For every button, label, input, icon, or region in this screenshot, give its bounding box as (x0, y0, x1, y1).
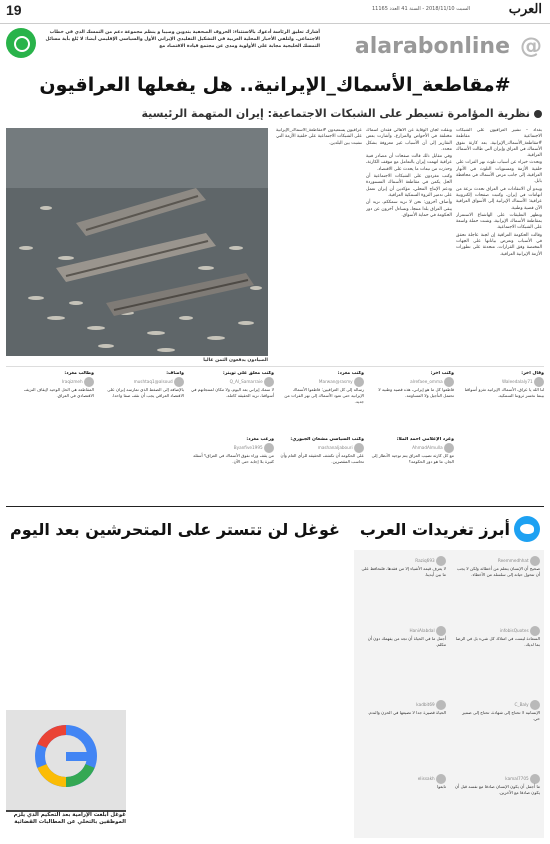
tweet-handle[interactable]: C_Baly (514, 702, 529, 707)
paragraph: وكتب مغردون على الشبكات الاجتماعية أن الحل يكمن في مقاطعة الأسماك المستوردة ودعم الإنتاج المحلي، مؤكدين أن إيران تعمل على تدمير الثروة السمكية العراقية. (366, 174, 452, 198)
tweet-handle[interactable]: Q_Al_Samarraie (229, 379, 263, 384)
avatar (530, 626, 540, 636)
paragraph: بغداد – تشير العراقيون على الشبكات الاجتماعية مقاطعة #مقاطعة_الأسماك_الإيرانية، بعد كارثة نفوق الأسماك في العراق وإيران التي طالت الأسماك العراقية. (456, 128, 542, 159)
tweet-intro: وغرد الإعلامي أحمد الملا: (396, 437, 454, 442)
photo-illustration (6, 128, 268, 356)
tweet-intro: وقال آخر: (521, 371, 544, 376)
avatar (264, 377, 274, 387)
tweet-handle[interactable]: kamal7705 (505, 776, 529, 781)
tweet-text: من يقف وراء نفوق الأسماك في العراق؟ أسئلة كثيرة بلا إجابة حتى الآن. (193, 453, 274, 464)
paragraph: ونقلت لجان الوقاية عن الأهالي فقدان أسماك مختلفة في الأحواض والمزارع، وأشارت بعض التقارير إلى أن الأسباب غير معروفة بشكل محدد. (366, 128, 452, 152)
tweet-item (360, 556, 446, 578)
avatar (530, 700, 540, 710)
tweet-grid (6, 366, 544, 504)
tweet-text: السعادة ليست في امتلاك كل شيء بل في الرضا بما لديك. (455, 636, 540, 647)
tweet-card (8, 371, 94, 433)
paragraph: وفي مقابل ذلك قالت صفحات أن مصادر فنية عراقية اتهمت إيران بالتعامل مع موقف الكارثة، وحذرت من تبعات ما يحدث على الاقتصاد. (366, 154, 452, 172)
tweet-card (370, 437, 454, 501)
at-icon: @ (520, 34, 542, 59)
tweet-text: الحياة قصيرة جدا لا تضيعها في الحزن والندم. (367, 710, 446, 715)
subheadline (8, 107, 542, 120)
tweet-handle[interactable]: Marwan@rasmy (318, 379, 353, 384)
tweet-item (454, 556, 540, 578)
paragraph: عراقيون يستعيدون #مقاطعة_الأسماك_الإيرانية على الشبكات الاجتماعية على خلفية الأزمة التي نشبت بين البلدين. (276, 128, 362, 146)
tweet-handle[interactable]: mashanaljabouri (317, 445, 353, 450)
avatar (264, 443, 274, 453)
avatar (354, 443, 364, 453)
tweet-intro: وطالب مغرد: (64, 371, 94, 376)
paragraph: ويبدو أن الانتقادات في العراق تحدث نزعة من اتهامات في إيران، وكتبت صفحات إلكترونية عراقية: الأسماك الإيرانية إلى الأسواق العراقية الآن قضية وطنية. (456, 186, 542, 211)
tweet-card (280, 371, 364, 433)
tweet-item (360, 700, 446, 716)
tweet-text: لنا الله يا عراق، الأسماك الإيرانية تغزو أسواقنا بينما نخسر ثروتنا السمكية. (464, 387, 544, 398)
google-logo-illustration (6, 710, 126, 810)
tweet-card (370, 371, 454, 433)
tweet-handle[interactable]: mushtaq1@alsoud (133, 379, 173, 384)
tweet-card (190, 437, 274, 501)
tweet-item (454, 774, 540, 796)
masthead-logo: العرب (508, 2, 542, 17)
whatsapp-icon (6, 28, 36, 58)
whatsapp-box (6, 28, 321, 58)
tweet-handle[interactable]: infobisQuotes (499, 628, 529, 633)
tweet-card (190, 371, 274, 433)
avatar (530, 556, 540, 566)
page-header (0, 0, 550, 24)
tweet-intro: وأضاف: (166, 371, 184, 376)
avatar (436, 774, 446, 784)
tweet-card (100, 371, 184, 433)
tweet-text: أجمل ما في الحياة أن تجد من يفهمك دون أن تتكلم. (367, 636, 446, 647)
issue-line: السبت 2018/11/10 - السنة 41 العدد 11165 (372, 6, 470, 12)
tweet-handle[interactable]: kadbit69 (416, 702, 435, 707)
tweet-handle[interactable]: HaniAlabdal (409, 628, 435, 633)
bullet-icon (534, 110, 542, 118)
paragraph: وقالت الحكومة العراقية إن لجنة عاجلة تحقق في الأسباب وتعرض بياناتها على الجهات المختصة وفق القرارات، متحدثة على تطورات الأزمة الإيرانية العراقية. (456, 232, 542, 257)
paragraph: وتظهر التعليقات على الهاشتاغ الاستمرار بمقاطعة الأسماك الإيرانية، وشنت حملة واسعة على الشبكات الاجتماعية. (456, 212, 542, 231)
tweet-handle[interactable]: elissakh (417, 776, 435, 781)
page-number: 19 (6, 2, 22, 18)
avatar (436, 700, 446, 710)
avatar (174, 377, 184, 387)
tweet-text: لا سمك إيراني بعد اليوم، ولا مكان لمنتجاتهم في أسواقنا، نريد الحقيقة كاملة. (190, 387, 274, 398)
avatar (436, 626, 446, 636)
tweet-intro: وكتب مغرد: (337, 371, 364, 376)
avatar (436, 556, 446, 566)
site-handle: alarabonline (354, 34, 510, 59)
tweets-section-title: أبرز تغريدات العرب (359, 520, 510, 539)
tweet-handle[interactable]: Reemmedhhat (497, 558, 529, 563)
tweet-text: المقاطعة هي الحل الوحيد لإيقاف النزيف الاقتصادي في العراق. (24, 387, 94, 398)
tweet-text: مع كل كارثة تصيب العراق يتم توجيه الأنظار إلى الجار، ما هو دور الحكومة؟ (371, 453, 454, 464)
article-column-middle (366, 128, 452, 362)
google-photo-caption: غوغل أبلغت الإرامية بعد التحكيم الذي يلزم الموظفين بالتخلي عن المطالبات القضائية (13, 812, 126, 825)
tweet-intro: وكتب آخر: (430, 371, 454, 376)
tweet-handle[interactable]: alrefaee_omma (410, 379, 443, 384)
subheadline-text: نظرية المؤامرة تسيطر على الشبكات الاجتماعية: إيران المتهمة الرئيسية (141, 107, 530, 120)
tweet-text: رسالة إلى كل العراقيين: قاطعوا الأسماك الإيرانية حتى تعود الأسماك إلى نهر الفرات من جديد. (284, 387, 364, 404)
tweet-card (280, 437, 364, 501)
tweet-intro: ورغب مغرد: (246, 437, 274, 442)
tweet-text: قاطعوا كل ما هو إيراني، هذه قضية وطنية لا تحتمل التأجيل ولا المساومة. (378, 387, 454, 398)
whatsapp-text: أشارك تعليق الرئاسة أدعوك بالاستثناء: الحروف الصحفية بتدوين وصيبا و ينظم مجموعة دعم من التمسك الذي في خطاب الاجتماعي. ولتلقي الأخبار المحلية العربية في التشكيل التقليدي الإيراني الأول والسياسي الإقليمي أيضا: لا بُلغ بأية مسائل التمسك الخليجية مجابة على الأولوية ومدى عن مجتمع قيادة الاقتصاد مع (45, 30, 320, 49)
tweets-panel (354, 550, 544, 838)
tweet-handle[interactable]: Raziq693 (415, 558, 435, 563)
tweet-text: الإنسانية لا تحتاج إلى شهادة، تحتاج إلى ضمير حي. (462, 710, 540, 721)
tweet-handle[interactable]: Byanfive1995 (233, 445, 263, 450)
tweet-handle[interactable]: Waleedalaly71 (501, 379, 533, 384)
tweet-handle[interactable]: AhmadAlmulla (412, 445, 443, 450)
tweet-item (360, 774, 446, 790)
tweet-text: ما أجمل أن يكون الإنسان صادقا مع نفسه قبل أن يكون صادقا مع الآخرين. (455, 784, 540, 795)
google-photo (6, 710, 126, 810)
tweet-intro: وكتب السياسي مشعان الجبوري: (290, 437, 364, 442)
tweet-intro: وكتب معلق على تويتر: (222, 371, 274, 376)
paragraph: وأضاف آخرون: نحن لا نريد سمككم، نريد أن يبقى العراق بلدا منتجا، وتساءل آخرون عن دور الحكومة في حماية الأسواق. (366, 200, 452, 218)
avatar (530, 774, 540, 784)
tweet-text: لا يعرف قيمة الأشياء إلا من فقدها، فلنحافظ على ما بين أيدينا. (361, 566, 446, 577)
article-photo (6, 128, 268, 356)
main-headline: #مقاطعة_الأسماك_الإيرانية.. هل يفعلها العراقيون (39, 74, 511, 96)
avatar (444, 377, 454, 387)
tweet-item (454, 626, 540, 648)
tweet-card (460, 371, 544, 433)
tweet-text: تابعوا (437, 784, 446, 789)
tweet-item (360, 626, 446, 648)
avatar (354, 377, 364, 387)
article-column-right (456, 128, 542, 362)
tweet-text: بالإضافة إلى الضغط الذي تمارسه إيران على الاقتصاد العراقي يجب أن نقف صفا واحدا. (107, 387, 184, 398)
google-headline: غوغل لن تتستر على المتحرشين بعد اليوم (10, 520, 340, 539)
photo-caption: الصيادون يدفعون الثمن غاليا (203, 358, 268, 363)
article-column-left (276, 128, 362, 168)
tweet-text: صحيح أن الإنسان يتعلم من أخطائه ولكن لا يجب أن تتحول حياته إلى سلسلة من الأخطاء. (456, 566, 540, 577)
section-divider (6, 506, 544, 507)
avatar (84, 377, 94, 387)
tweet-item (454, 700, 540, 722)
twitter-bird-icon (514, 516, 540, 542)
avatar (444, 443, 454, 453)
avatar (534, 377, 544, 387)
tweet-text: على الحكومة أن تكشف الحقيقة للرأي العام وأن تحاسب المقصرين. (280, 453, 364, 464)
paragraph: وتحدث خبراء عن أسباب تلوث نهر الفرات على خلفية الأزمة ومستويات التلوث في الأنهار العراقية، إلى جانب مرض الأسماك في محافظة بابل. (456, 160, 542, 185)
tweet-handle[interactable]: Iraqizmeh (61, 379, 83, 384)
